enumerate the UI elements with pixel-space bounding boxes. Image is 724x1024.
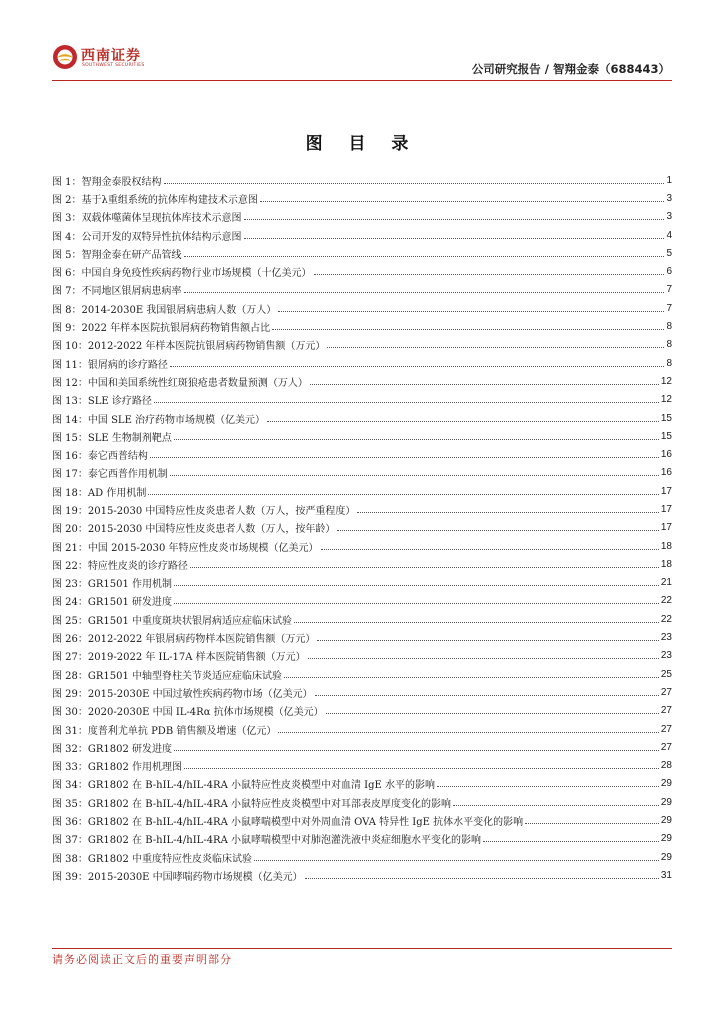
- toc-dot-leader: [267, 421, 659, 422]
- footer-divider: [52, 948, 672, 949]
- toc-entry-page-number: 17: [660, 522, 672, 534]
- toc-dot-leader: [174, 585, 659, 586]
- toc-dot-leader: [170, 475, 659, 476]
- toc-entry-page-number: 8: [666, 357, 672, 369]
- toc-entry[interactable]: [52, 189, 672, 207]
- toc-dot-leader: [184, 292, 665, 293]
- toc-entry-label[interactable]: 图 20：2015-2030 中国特应性皮炎患者人数（万人，按年龄）: [52, 524, 336, 536]
- toc-dot-leader: [308, 658, 659, 659]
- toc-entry[interactable]: [52, 592, 672, 610]
- toc-entry[interactable]: [52, 757, 672, 775]
- toc-entry[interactable]: [52, 299, 672, 317]
- toc-entry-page-number: 16: [660, 467, 672, 479]
- toc-entry-label[interactable]: 图 39：2015-2030E 中国哮喘药物市场规模（亿美元）: [52, 871, 303, 883]
- toc-entry[interactable]: [52, 409, 672, 427]
- toc-entry[interactable]: [52, 811, 672, 829]
- toc-dot-leader: [327, 347, 664, 348]
- toc-entry-label[interactable]: 图 1：智翔金泰股权结构: [52, 176, 162, 188]
- report-header-tag: 公司研究报告 / 智翔金泰（688443）: [471, 62, 670, 76]
- toc-entry-label[interactable]: 图 33：GR1802 作用机理图: [52, 762, 183, 774]
- toc-entry-label[interactable]: 图 29：2015-2030E 中国过敏性疾病药物市场（亿美元）: [52, 688, 313, 700]
- toc-entry-label[interactable]: 图 13：SLE 诊疗路径: [52, 396, 152, 408]
- toc-entry-label[interactable]: 图 9：2022 年样本医院抗银屑病药物销售额占比: [52, 323, 271, 335]
- toc-dot-leader: [174, 750, 659, 751]
- toc-entry[interactable]: [52, 683, 672, 701]
- toc-entry-page-number: 18: [660, 558, 672, 570]
- toc-entry[interactable]: [52, 665, 672, 683]
- toc-entry[interactable]: [52, 793, 672, 811]
- toc-entry-page-number: 28: [660, 760, 672, 772]
- toc-entry-label[interactable]: 图 23：GR1501 作用机制: [52, 579, 173, 591]
- toc-entry-page-number: 3: [666, 211, 672, 223]
- toc-entry-page-number: 23: [660, 632, 672, 644]
- toc-entry-label[interactable]: 图 24：GR1501 研发进度: [52, 597, 173, 609]
- toc-entry-label[interactable]: 图 3：双载体噬菌体呈现抗体库技术示意图: [52, 213, 242, 225]
- toc-entry[interactable]: [52, 391, 672, 409]
- toc-entry-label[interactable]: 图 36：GR1802 在 B-hIL-4/hIL-4RA 小鼠哮喘模型中对外周血清 OVA 特异性 IgE 抗体水平变化的影响: [52, 817, 524, 829]
- toc-entry-page-number: 4: [666, 229, 672, 241]
- toc-dot-leader: [190, 567, 659, 568]
- toc-dot-leader: [184, 768, 659, 769]
- toc-entry-label[interactable]: 图 14：中国 SLE 治疗药物市场规模（亿美元）: [52, 414, 266, 426]
- toc-entry-page-number: 23: [660, 650, 672, 662]
- logo-emblem-icon: [52, 44, 78, 70]
- toc-entry-page-number: 15: [660, 430, 672, 442]
- toc-dot-leader: [154, 402, 659, 403]
- toc-entry[interactable]: [52, 720, 672, 738]
- toc-dot-leader: [170, 366, 665, 367]
- toc-entry-page-number: 25: [660, 668, 672, 680]
- toc-entry-page-number: 22: [660, 595, 672, 607]
- toc-entry-page-number: 16: [660, 449, 672, 461]
- logo-english-name: SOUTHWEST SECURITIES: [82, 63, 145, 68]
- toc-entry-label[interactable]: 图 26：2012-2022 年银屑病药物样本医院销售额（万元）: [52, 634, 316, 646]
- toc-entry-page-number: 8: [666, 339, 672, 351]
- toc-entry[interactable]: [52, 866, 672, 884]
- toc-dot-leader: [483, 841, 659, 842]
- toc-dot-leader: [148, 494, 659, 495]
- toc-entry-label[interactable]: 图 37：GR1802 在 B-hIL-4/hIL-4RA 小鼠哮喘模型中对肺泡灌洗液中炎症细胞水平变化的影响: [52, 835, 481, 847]
- toc-entry[interactable]: [52, 537, 672, 555]
- toc-entry-page-number: 3: [666, 192, 672, 204]
- toc-entry-label[interactable]: 图 6：中国自身免疫性疾病药物行业市场规模（十亿美元）: [52, 268, 312, 280]
- toc-entry-label[interactable]: 图 19：2015-2030 中国特应性皮炎患者人数（万人，按严重程度）: [52, 505, 356, 517]
- toc-entry[interactable]: [52, 445, 672, 463]
- toc-dot-leader: [150, 457, 659, 458]
- toc-entry-label[interactable]: 图 4：公司开发的双特异性抗体结构示意图: [52, 231, 242, 243]
- toc-entry-label[interactable]: 图 28：GR1501 中轴型脊柱关节炎适应症临床试验: [52, 670, 283, 682]
- toc-entry[interactable]: [52, 647, 672, 665]
- footer-disclaimer-note: 请务必阅读正文后的重要声明部分: [52, 953, 232, 966]
- toc-dot-leader: [326, 713, 659, 714]
- toc-dot-leader: [305, 878, 659, 879]
- toc-dot-leader: [525, 823, 659, 824]
- toc-dot-leader: [260, 201, 665, 202]
- toc-entry[interactable]: [52, 830, 672, 848]
- toc-entry-page-number: 18: [660, 540, 672, 552]
- toc-dot-leader: [317, 640, 659, 641]
- toc-entry-label[interactable]: 图 32：GR1802 研发进度: [52, 743, 173, 755]
- toc-dot-leader: [453, 805, 659, 806]
- toc-entry-page-number: 27: [660, 723, 672, 735]
- toc-entry-label[interactable]: 图 21：中国 2015-2030 年特应性皮炎市场规模（亿美元）: [52, 542, 319, 554]
- toc-entry[interactable]: [52, 628, 672, 646]
- toc-entry[interactable]: [52, 208, 672, 226]
- toc-dot-leader: [315, 695, 659, 696]
- toc-entry-label[interactable]: 图 16：泰它西普结构: [52, 451, 148, 463]
- toc-entry[interactable]: [52, 519, 672, 537]
- toc-entry-label[interactable]: 图 10：2012-2022 年样本医院抗银屑病药物销售额（万元）: [52, 341, 326, 353]
- toc-entry[interactable]: [52, 555, 672, 573]
- toc-entry-page-number: 29: [660, 815, 672, 827]
- page-title: 图 目 录: [305, 134, 419, 154]
- toc-entry-page-number: 1: [666, 174, 672, 186]
- toc-dot-leader: [254, 860, 659, 861]
- toc-entry-label[interactable]: 图 35：GR1802 在 B-hIL-4/hIL-4RA 小鼠特应性皮炎模型中对耳部表皮厚度变化的影响: [52, 798, 451, 810]
- toc-entry[interactable]: [52, 427, 672, 445]
- toc-entry-page-number: 7: [666, 284, 672, 296]
- toc-entry-label[interactable]: 图 5：智翔金泰在研产品管线: [52, 249, 182, 261]
- toc-entry-page-number: 12: [660, 394, 672, 406]
- toc-dot-leader: [164, 183, 665, 184]
- toc-entry[interactable]: [52, 738, 672, 756]
- toc-dot-leader: [278, 311, 664, 312]
- toc-entry-page-number: 31: [660, 869, 672, 881]
- toc-entry-label[interactable]: 图 18：AD 作用机制: [52, 487, 147, 499]
- header-divider: [52, 80, 672, 81]
- toc-entry-label[interactable]: 图 34：GR1802 在 B-hIL-4/hIL-4RA 小鼠特应性皮炎模型中对血清 IgE 水平的影响: [52, 780, 435, 792]
- toc-entry-page-number: 22: [660, 613, 672, 625]
- toc-dot-leader: [357, 512, 659, 513]
- toc-entry-label[interactable]: 图 30：2020-2030E 中国 IL-4Rα 抗体市场规模（亿美元）: [52, 707, 324, 719]
- toc-entry-page-number: 5: [666, 247, 672, 259]
- toc-entry[interactable]: [52, 262, 672, 280]
- toc-entry-label[interactable]: 图 25：GR1501 中重度斑块状银屑病适应症临床试验: [52, 615, 293, 627]
- toc-entry-page-number: 29: [660, 778, 672, 790]
- toc-dot-leader: [278, 732, 659, 733]
- toc-entry-label[interactable]: 图 12：中国和美国系统性红斑狼疮患者数量预测（万人）: [52, 377, 308, 389]
- toc-entry[interactable]: [52, 171, 672, 189]
- toc-entry[interactable]: [52, 372, 672, 390]
- toc-entry-page-number: 12: [660, 375, 672, 387]
- toc-entry-page-number: 15: [660, 412, 672, 424]
- toc-entry-label[interactable]: 图 27：2019-2022 年 IL-17A 样本医院销售额（万元）: [52, 652, 306, 664]
- toc-entry-page-number: 7: [666, 302, 672, 314]
- toc-dot-leader: [437, 786, 659, 787]
- toc-entry[interactable]: [52, 281, 672, 299]
- toc-entry-label[interactable]: 图 7：不同地区银屑病患病率: [52, 286, 182, 298]
- toc-entry[interactable]: [52, 464, 672, 482]
- toc-dot-leader: [184, 256, 665, 257]
- toc-entry-page-number: 29: [660, 833, 672, 845]
- toc-dot-leader: [314, 274, 665, 275]
- toc-entry-label[interactable]: 图 8：2014-2030E 我国银屑病患病人数（万人）: [52, 304, 277, 316]
- toc-entry[interactable]: [52, 574, 672, 592]
- toc-dot-leader: [321, 549, 659, 550]
- toc-entry[interactable]: [52, 848, 672, 866]
- toc-entry-label[interactable]: 图 38：GR1802 中重度特应性皮炎临床试验: [52, 853, 253, 865]
- toc-entry-page-number: 6: [666, 266, 672, 278]
- toc-entry-page-number: 8: [666, 321, 672, 333]
- toc-entry-page-number: 17: [660, 485, 672, 497]
- toc-entry[interactable]: [52, 244, 672, 262]
- toc-entry[interactable]: [52, 317, 672, 335]
- toc-entry-page-number: 29: [660, 796, 672, 808]
- toc-entry[interactable]: [52, 226, 672, 244]
- toc-dot-leader: [310, 384, 659, 385]
- toc-dot-leader: [294, 622, 659, 623]
- toc-entry-page-number: 21: [660, 577, 672, 589]
- toc-entry[interactable]: [52, 336, 672, 354]
- toc-entry-page-number: 27: [660, 686, 672, 698]
- logo-name: 西南证券: [81, 48, 141, 64]
- toc-dot-leader: [244, 238, 665, 239]
- toc-dot-leader: [174, 439, 659, 440]
- toc-dot-leader: [337, 530, 659, 531]
- toc-dot-leader: [272, 329, 664, 330]
- figure-table-of-contents: [52, 171, 672, 885]
- toc-entry[interactable]: [52, 500, 672, 518]
- toc-entry-label[interactable]: 图 11：银屑病的诊疗路径: [52, 359, 168, 371]
- toc-entry-page-number: 17: [660, 503, 672, 515]
- company-logo: [52, 44, 152, 72]
- toc-entry[interactable]: [52, 482, 672, 500]
- toc-dot-leader: [174, 603, 659, 604]
- toc-entry-label[interactable]: 图 31：度普利尤单抗 PDB 销售额及增速（亿元）: [52, 725, 277, 737]
- toc-entry[interactable]: [52, 702, 672, 720]
- toc-entry[interactable]: [52, 610, 672, 628]
- toc-entry-page-number: 27: [660, 741, 672, 753]
- toc-entry-label[interactable]: 图 2：基于λ重组系统的抗体库构建技术示意图: [52, 194, 258, 206]
- toc-dot-leader: [244, 219, 665, 220]
- toc-entry-label[interactable]: 图 15：SLE 生物制剂靶点: [52, 432, 172, 444]
- toc-entry[interactable]: [52, 354, 672, 372]
- toc-entry-page-number: 27: [660, 705, 672, 717]
- toc-entry-label[interactable]: 图 17：泰它西普作用机制: [52, 469, 168, 481]
- toc-entry[interactable]: [52, 775, 672, 793]
- toc-entry-page-number: 29: [660, 851, 672, 863]
- toc-entry-label[interactable]: 图 22：特应性皮炎的诊疗路径: [52, 560, 188, 572]
- toc-dot-leader: [284, 677, 659, 678]
